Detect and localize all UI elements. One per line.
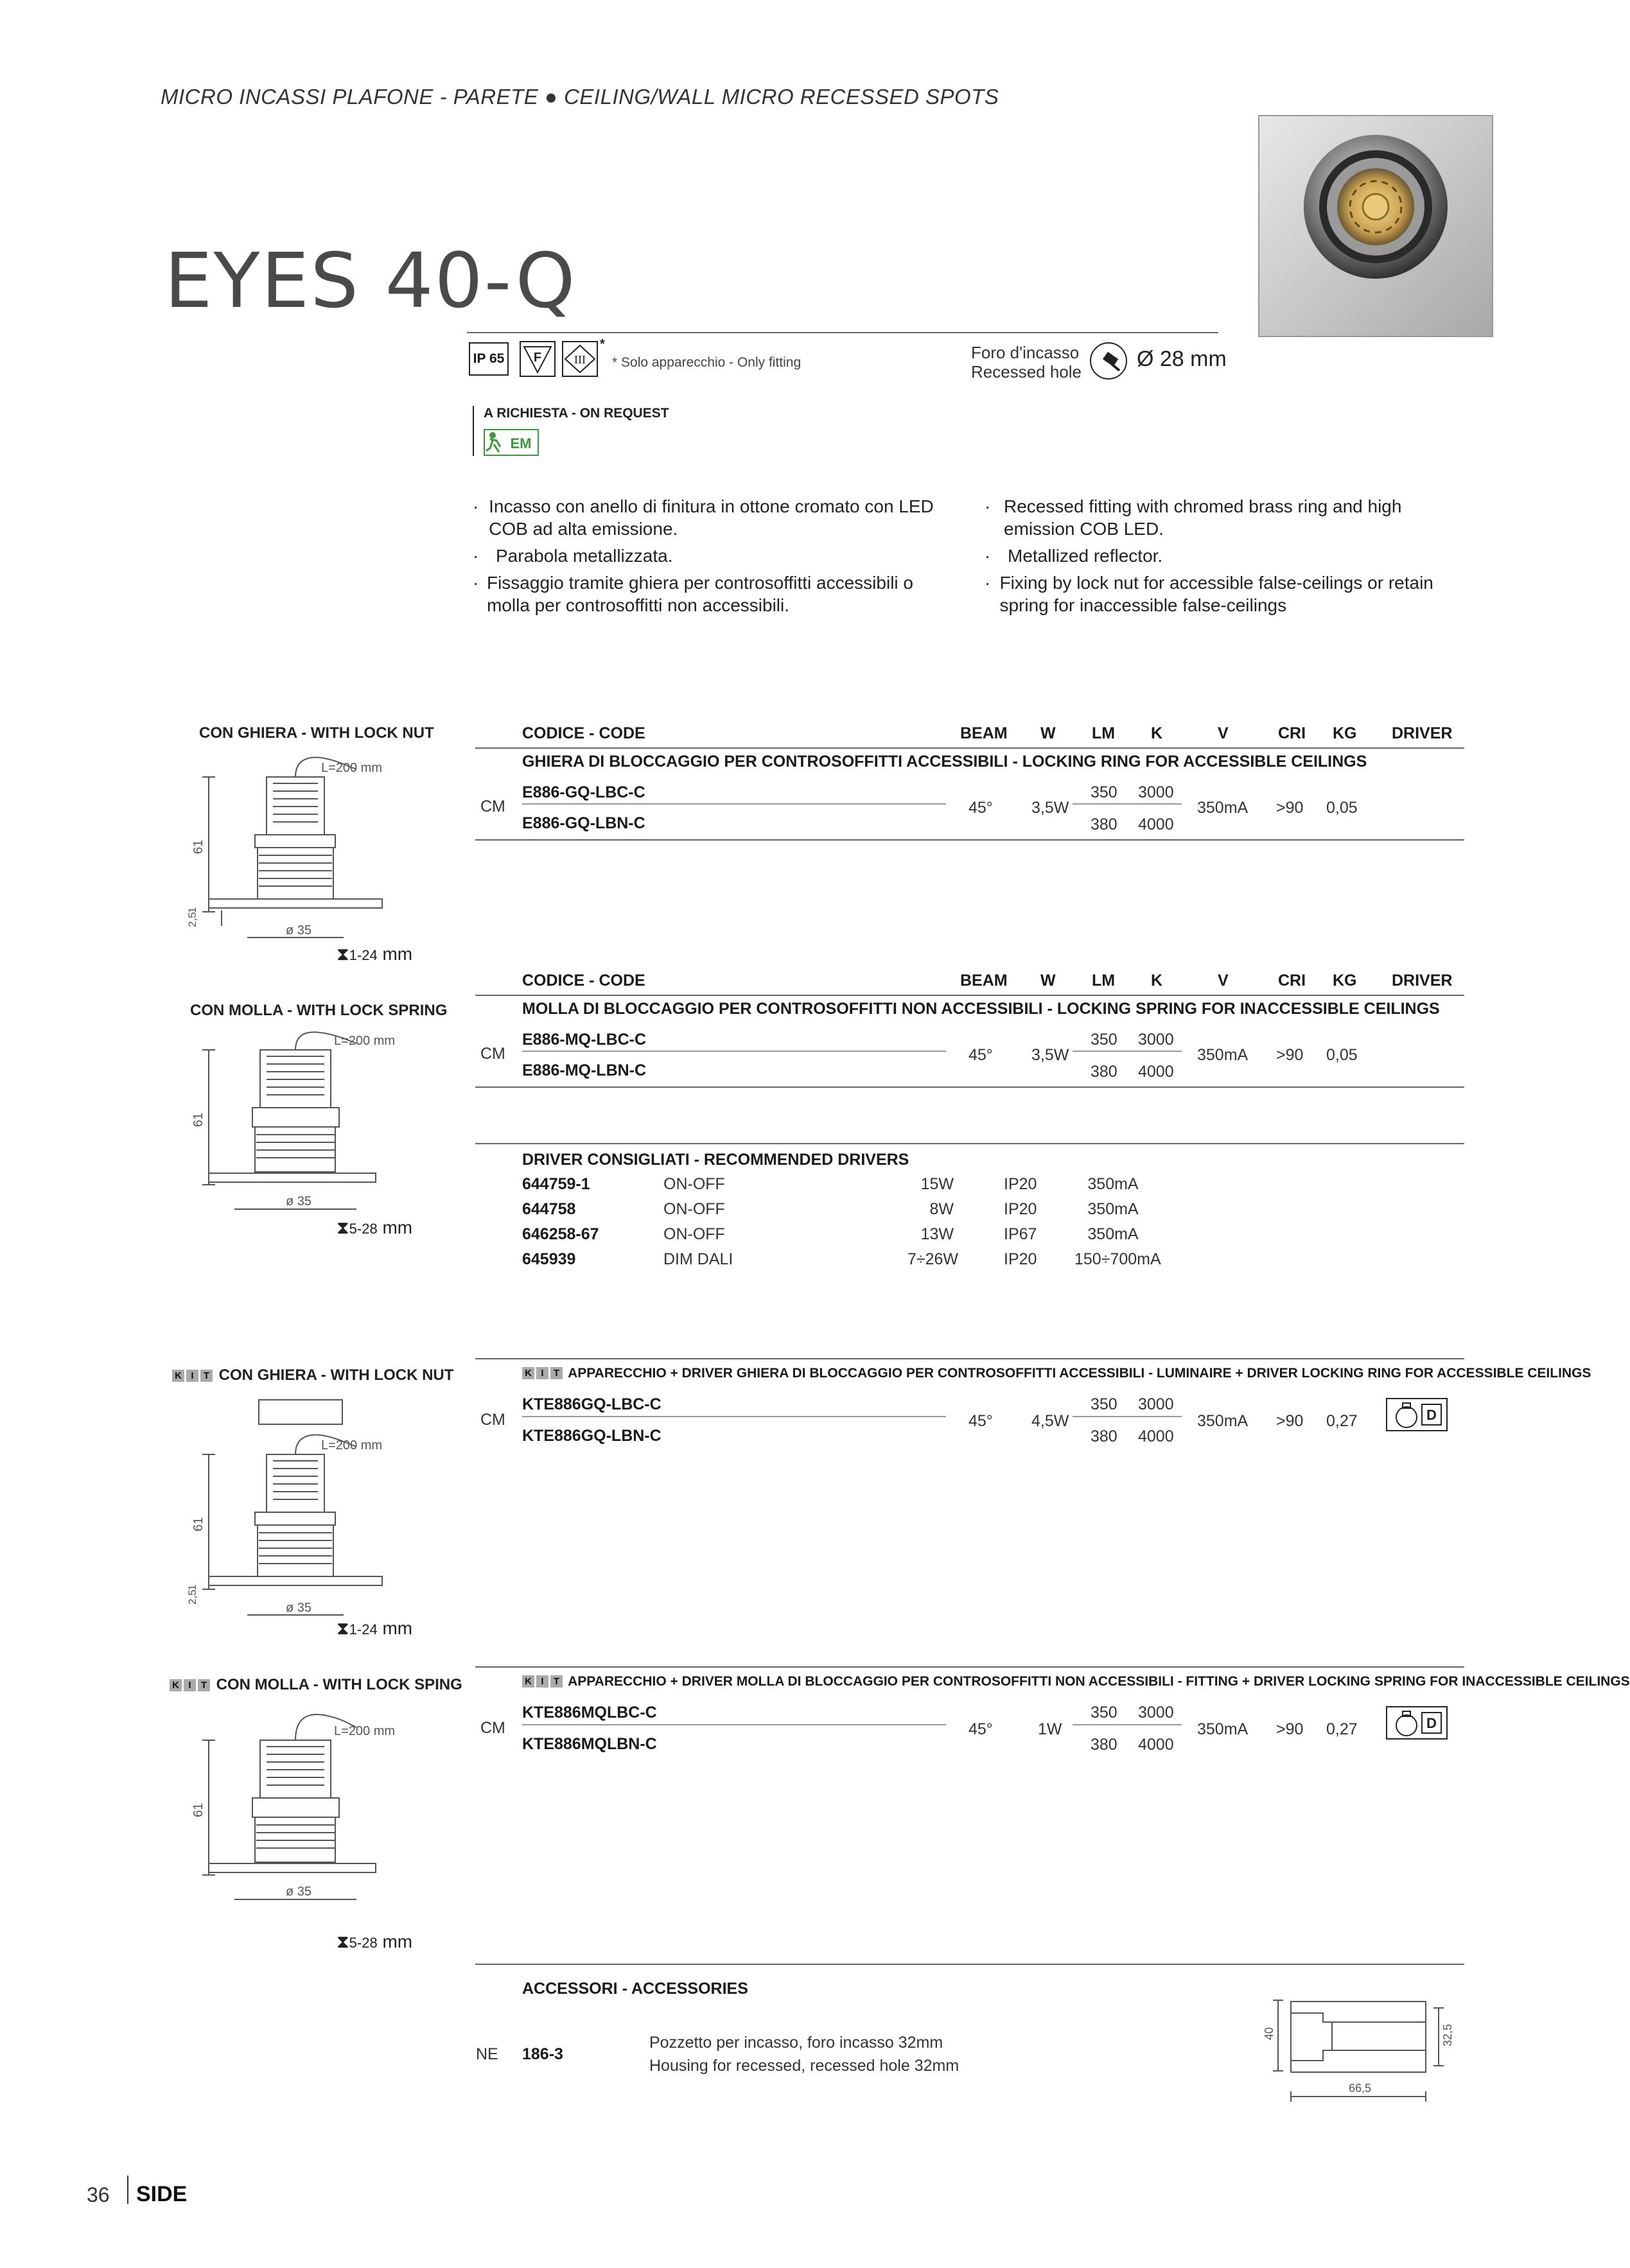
- svg-text:ø 35: ø 35: [286, 1601, 312, 1615]
- v-val: 350mA: [1197, 1720, 1249, 1738]
- col-beam: BEAM: [960, 724, 1008, 742]
- lm-1: 350: [1091, 1031, 1117, 1049]
- col-code: CODICE - CODE: [522, 724, 645, 742]
- beam-val: 45°: [968, 1412, 993, 1430]
- range-kit-lock-spring: ⧗5-28 mm: [337, 1932, 413, 1951]
- svg-text:66,5: 66,5: [1349, 2082, 1372, 2095]
- k-1: 3000: [1138, 783, 1174, 801]
- code-1: KTE886MQLBC-C: [522, 1704, 657, 1722]
- k-1: 3000: [1138, 1395, 1174, 1413]
- code-2: E886-GQ-LBN-C: [522, 814, 645, 832]
- table-kit-lock-nut: [475, 1358, 1591, 1461]
- accessory-desc-en: Housing for recessed, recessed hole 32mm: [649, 2057, 960, 2075]
- finish-cm: CM: [480, 1411, 505, 1429]
- svg-text:61: 61: [191, 839, 206, 854]
- kit2-title: K I T APPARECCHIO + DRIVER MOLLA DI BLOCCAGGIO PER CONTROSOFFITTI NON ACCESSIBILI - FITTING + DRIVER LOCKING SPRING FOR INACCESSIBLE CEILINGS: [522, 1674, 1630, 1689]
- col-cri: CRI: [1278, 724, 1306, 742]
- svg-text:32,5: 32,5: [1441, 2023, 1454, 2046]
- drawing-lock-spring: [183, 1024, 440, 1236]
- drawing-housing: [1265, 1994, 1458, 2113]
- drawing-lock-nut: [183, 745, 440, 976]
- driver-row: 644758 ON-OFF 8W IP20 350mA: [522, 1200, 1139, 1218]
- col-kg: KG: [1333, 724, 1357, 742]
- hole-value: Ø 28 mm: [1137, 347, 1227, 371]
- kg-val: 0,05: [1326, 1046, 1358, 1064]
- col-code: CODICE - CODE: [522, 972, 645, 990]
- kg-val: 0,27: [1326, 1412, 1358, 1430]
- col-k: K: [1151, 972, 1163, 990]
- kit1-title: K I T APPARECCHIO + DRIVER GHIERA DI BLOCCAGGIO PER CONTROSOFFITTI ACCESSIBILI - LUMINAIRE + DRIVER LOCKING RING FOR ACCESSIBLE CEILINGS: [522, 1366, 1591, 1381]
- side-label-kit-lock-sping: K I T CON MOLLA - WITH LOCK SPING: [170, 1676, 462, 1694]
- col-k: K: [1151, 724, 1163, 742]
- desc-it-3: Fissaggio tramite ghiera per controsoffitti accessibili o molla per controsoffitti non accessibili.: [486, 573, 913, 615]
- drawing-kit-lock-spring: [183, 1702, 440, 1946]
- svg-text:EM: EM: [510, 435, 532, 451]
- svg-text:*: *: [600, 337, 605, 351]
- hole-label-en: Recessed hole: [971, 362, 1082, 381]
- subtitle-lock-nut: GHIERA DI BLOCCAGGIO PER CONTROSOFFITTI ACCESSIBILI - LOCKING RING FOR ACCESSIBLE CEILINGS: [522, 753, 1367, 771]
- driver-included-icon: [1386, 1706, 1448, 1740]
- col-driver: DRIVER: [1392, 972, 1453, 990]
- drivers-table: [522, 1175, 1164, 1275]
- svg-text:L=200 mm: L=200 mm: [334, 1724, 396, 1738]
- lm-2: 380: [1091, 816, 1117, 833]
- beam-val: 45°: [968, 799, 993, 817]
- k-1: 3000: [1138, 1704, 1174, 1722]
- w-val: 3,5W: [1031, 1046, 1069, 1064]
- svg-text:1: 1: [186, 907, 198, 913]
- finish-cm: CM: [480, 1719, 505, 1737]
- lm-2: 380: [1091, 1427, 1117, 1445]
- col-kg: KG: [1333, 972, 1357, 990]
- lm-2: 380: [1091, 1063, 1117, 1081]
- desc-en-3: Fixing by lock nut for accessible false-ceilings or retain spring for inaccessible false-ceilings: [999, 573, 1433, 615]
- beam-val: 45°: [968, 1720, 993, 1738]
- subtitle-lock-spring: MOLLA DI BLOCCAGGIO PER CONTROSOFFITTI NON ACCESSIBILI - LOCKING SPRING FOR INACCESSIBLE CEILINGS: [522, 1000, 1440, 1018]
- v-val: 350mA: [1197, 1412, 1249, 1430]
- svg-text:D: D: [1426, 1407, 1437, 1423]
- code-1: KTE886GQ-LBC-C: [522, 1395, 662, 1413]
- kg-val: 0,27: [1326, 1720, 1358, 1738]
- svg-text:L=200 mm: L=200 mm: [321, 1438, 383, 1452]
- svg-text:D: D: [1426, 1715, 1437, 1731]
- svg-text:ø 35: ø 35: [286, 923, 312, 938]
- code-2: KTE886MQLBN-C: [522, 1735, 657, 1753]
- k-1: 3000: [1138, 1031, 1174, 1049]
- product-photo: [1254, 110, 1498, 342]
- description-en: · Recessed fitting with chromed brass ring and high emission COB LED. · Metallized reflector. · Fixing by lock nut for accessible false-ceilings or retain spring for inaccessible false-ceilings: [985, 495, 1473, 616]
- lm-1: 350: [1091, 783, 1117, 801]
- hole-label-it: Foro d'incasso: [971, 343, 1080, 362]
- cri-val: >90: [1276, 1720, 1304, 1738]
- w-val: 1W: [1038, 1720, 1062, 1738]
- ip65-badge: IP 65: [469, 342, 509, 376]
- col-driver: DRIVER: [1392, 724, 1453, 742]
- range-kit-lock-nut: ⧗1-24 mm: [337, 1618, 413, 1638]
- code-1: E886-MQ-LBC-C: [522, 1031, 647, 1049]
- page-number: 36: [87, 2183, 110, 2206]
- col-w: W: [1040, 972, 1056, 990]
- col-lm: LM: [1092, 972, 1116, 990]
- accessory-finish: NE: [476, 2045, 498, 2063]
- svg-text:40: 40: [1263, 2027, 1275, 2040]
- drill-icon: [1089, 341, 1128, 381]
- desc-en-2: Metallized reflector.: [1008, 546, 1163, 566]
- brand-logo: SIDE: [136, 2182, 188, 2206]
- driver-included-icon: [1386, 1398, 1448, 1431]
- title-rule: [467, 332, 1218, 333]
- cri-val: >90: [1276, 799, 1304, 817]
- description-it: · Incasso con anello di finitura in ottone cromato con LED COB ad alta emissione. · Parabola metallizzata. · Fissaggio tramite ghiera per controsoffitti accessibili o molla per controsoffitti non accessibili.: [473, 495, 935, 616]
- col-beam: BEAM: [960, 972, 1008, 990]
- on-request-bar: [473, 406, 474, 456]
- desc-it-1: Incasso con anello di finitura in ottone cromato con LED COB ad alta emissione.: [489, 496, 934, 539]
- cri-val: >90: [1276, 1412, 1304, 1430]
- col-w: W: [1040, 724, 1056, 742]
- range-lock-spring: ⧗5-28 mm: [337, 1217, 413, 1237]
- desc-it-2: Parabola metallizzata.: [496, 546, 673, 566]
- table-lock-nut: [475, 719, 1464, 848]
- accessory-code: 186-3: [522, 2045, 563, 2063]
- emergency-icon: [484, 429, 539, 456]
- driver-row: 645939 DIM DALI 7÷26W IP20 150÷700mA: [522, 1250, 1161, 1268]
- code-2: E886-MQ-LBN-C: [522, 1061, 647, 1079]
- cri-val: >90: [1276, 1046, 1304, 1064]
- code-1: E886-GQ-LBC-C: [522, 783, 645, 801]
- svg-text:1: 1: [186, 1584, 198, 1591]
- v-val: 350mA: [1197, 1046, 1249, 1064]
- svg-text:L=200 mm: L=200 mm: [334, 1034, 396, 1048]
- w-val: 3,5W: [1031, 799, 1069, 817]
- svg-text:III: III: [574, 353, 586, 366]
- col-v: V: [1218, 724, 1229, 742]
- driver-row: 646258-67 ON-OFF 13W IP67 350mA: [522, 1225, 1139, 1243]
- accessories-title: ACCESSORI - ACCESSORIES: [522, 1980, 748, 1998]
- k-2: 4000: [1138, 1736, 1174, 1754]
- code-2: KTE886GQ-LBN-C: [522, 1427, 662, 1445]
- kg-val: 0,05: [1326, 799, 1358, 817]
- beam-val: 45°: [968, 1046, 993, 1064]
- finish-cm: CM: [480, 798, 505, 816]
- lm-1: 350: [1091, 1395, 1117, 1413]
- svg-text:61: 61: [191, 1517, 206, 1531]
- range-lock-nut: ⧗1-24 mm: [337, 944, 413, 964]
- k-2: 4000: [1138, 816, 1174, 833]
- svg-text:61: 61: [191, 1112, 206, 1127]
- svg-text:2,5: 2,5: [186, 1589, 198, 1605]
- svg-text:2,5: 2,5: [186, 912, 198, 927]
- accessories-rule: [475, 1964, 1464, 1965]
- driver-row: 644759-1 ON-OFF 15W IP20 350mA: [522, 1175, 1139, 1193]
- drivers-rule: [475, 1143, 1464, 1144]
- table-kit-lock-spring: [475, 1666, 1630, 1769]
- accessory-desc-it: Pozzetto per incasso, foro incasso 32mm: [649, 2034, 943, 2052]
- drivers-title: DRIVER CONSIGLIATI - RECOMMENDED DRIVERS: [522, 1151, 909, 1169]
- col-lm: LM: [1092, 724, 1116, 742]
- col-cri: CRI: [1278, 972, 1306, 990]
- side-label-kit-lock-nut: K I T CON GHIERA - WITH LOCK NUT: [172, 1366, 453, 1384]
- side-label-lock-nut: CON GHIERA - WITH LOCK NUT: [199, 724, 434, 742]
- desc-en-1: Recessed fitting with chromed brass ring and high emission COB LED.: [1004, 496, 1402, 539]
- col-v: V: [1218, 972, 1229, 990]
- lm-1: 350: [1091, 1704, 1117, 1722]
- lm-2: 380: [1091, 1736, 1117, 1754]
- svg-text:61: 61: [191, 1802, 206, 1817]
- svg-text:ø 35: ø 35: [286, 1885, 312, 1899]
- v-val: 350mA: [1197, 799, 1249, 817]
- svg-text:F: F: [533, 351, 542, 365]
- drawing-kit-lock-nut: [183, 1390, 440, 1647]
- product-title: EYES 40-Q: [164, 236, 577, 325]
- footer-divider: [127, 2176, 128, 2204]
- k-2: 4000: [1138, 1427, 1174, 1445]
- svg-text:L=200 mm: L=200 mm: [321, 761, 383, 775]
- on-request-label: A RICHIESTA - ON REQUEST: [484, 406, 669, 421]
- side-label-lock-spring: CON MOLLA - WITH LOCK SPRING: [190, 1002, 448, 1019]
- finish-cm: CM: [480, 1045, 505, 1063]
- class-iii-icon: [561, 335, 605, 378]
- k-2: 4000: [1138, 1063, 1174, 1081]
- w-val: 4,5W: [1031, 1412, 1069, 1430]
- table-lock-spring: [475, 966, 1464, 1095]
- svg-text:ø 35: ø 35: [286, 1194, 312, 1208]
- f-mark-icon: [519, 340, 556, 378]
- fitting-note: * Solo apparecchio - Only fitting: [612, 355, 802, 370]
- category-header: MICRO INCASSI PLAFONE - PARETE ● CEILING/WALL MICRO RECESSED SPOTS: [161, 85, 999, 109]
